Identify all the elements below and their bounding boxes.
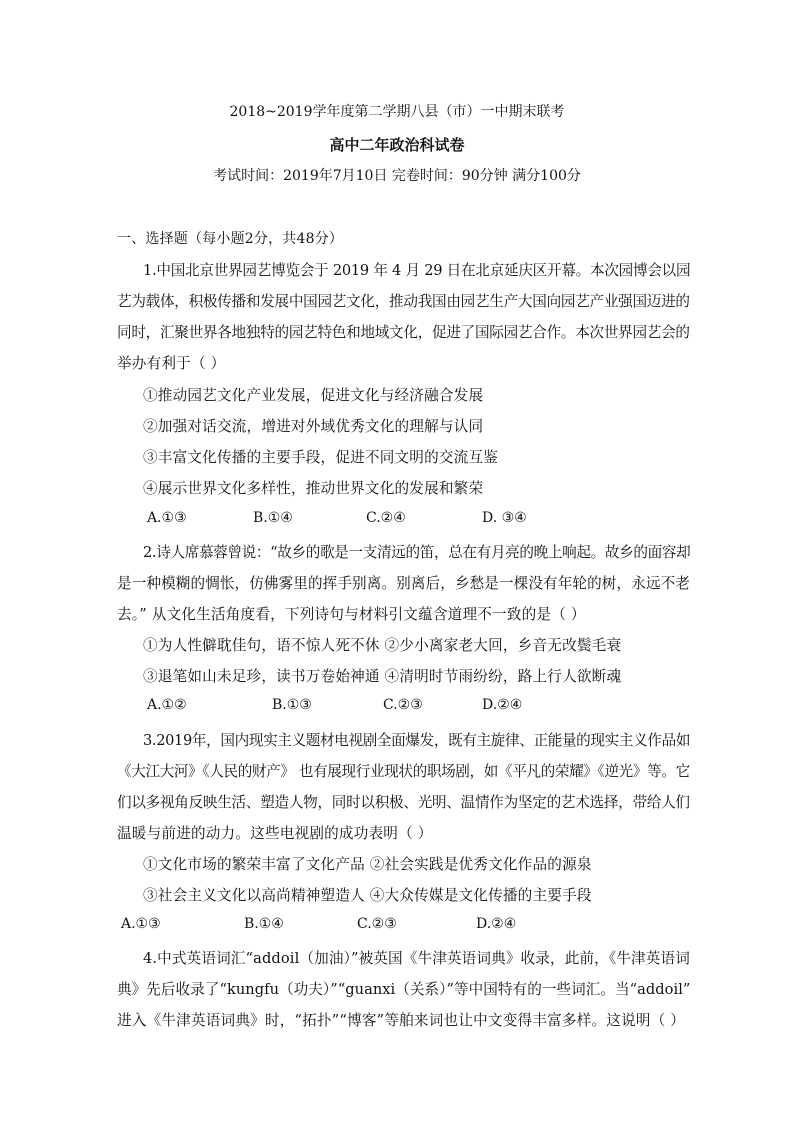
question-text-line: 举办有利于（ ） — [117, 355, 226, 372]
exam-title: 2018~2019学年度第二学期八县（市）一中期末联考 — [229, 104, 565, 120]
question-text-line: 1.中国北京世界园艺博览会于 2019 年 4 月 29 日在北京延庆区开幕。本次园博会以园 — [143, 262, 691, 279]
exam-info: 考试时间：2019年7月10日 完卷时间：90分钟 满分100分 — [213, 168, 581, 184]
answer-option-d: D.②④ — [476, 916, 517, 932]
answer-option-a: A.①② — [147, 697, 187, 713]
question-text-line: 是一种模糊的惆怅，仿佛雾里的挥手别离。别离后，乡愁是一棵没有年轮的树，永远不老 — [117, 575, 690, 592]
question-text-line: 进入《牛津英语词典》时，“拓扑”“博客”等舶来词也让中文变得丰富多样。这说明（ ） — [117, 1012, 686, 1029]
answer-option-a: A.①③ — [121, 916, 161, 932]
answer-option-c: C.②④ — [366, 510, 406, 526]
question-text-line: 2.诗人席慕蓉曾说：“故乡的歌是一支清远的笛，总在有月亮的晚上响起。故乡的面容却 — [143, 544, 691, 561]
question-text-line: 们以多视角反映生活、塑造人物，同时以积极、光明、温情作为坚定的艺术选择，带给人们 — [117, 794, 690, 811]
answer-option-d: D.②④ — [482, 697, 523, 713]
statement-item: ④展示世界文化多样性，推动世界文化的发展和繁荣 — [143, 480, 484, 497]
answer-option-b: B.①③ — [272, 697, 312, 713]
answer-option-c: C.②③ — [357, 916, 397, 932]
statement-item: ①文化市场的繁荣丰富了文化产品 ②社会实践是优秀文化作品的源泉 — [143, 856, 592, 873]
answer-option-b: B.①④ — [253, 510, 293, 526]
statement-item: ③退笔如山未足珍，读书万卷始神通 ④清明时节雨纷纷，路上行人欲断魂 — [143, 668, 622, 685]
question-text-line: 4.中式英语词汇“addoil（加油）”被英国《牛津英语词典》收录，此前，《牛津英语词 — [143, 950, 690, 967]
section-heading: 一、选择题（每小题2分，共48分） — [117, 231, 344, 247]
statement-item: ③社会主义文化以高尚精神塑造人 ④大众传媒是文化传播的主要手段 — [143, 887, 592, 904]
answer-option-a: A.①③ — [147, 510, 187, 526]
question-text-line: 同时，汇聚世界各地独特的园艺特色和地域文化，促进了国际园艺合作。本次世界园艺会的 — [117, 324, 690, 341]
question-text-line: 《大江大河》《人民的财产》 也有展现行业现状的职场剧，如《平凡的荣耀》《逆光》等。它 — [117, 763, 690, 780]
statement-item: ③丰富文化传播的主要手段，促进不同文明的交流互鉴 — [143, 449, 499, 466]
answer-option-d: D. ③④ — [482, 510, 527, 526]
statement-item: ②加强对话交流，增进对外域优秀文化的理解与认同 — [143, 418, 484, 435]
exam-subtitle: 高中二年政治科试卷 — [329, 136, 465, 154]
question-text-line: 典》先后收录了“kungfu（功夫）”“guanxi（关系）”等中国特有的一些词汇。当“addoil” — [117, 981, 691, 998]
question-text-line: 温暖与前进的动力。这些电视剧的成功表明（ ） — [117, 825, 433, 842]
question-text-line: 艺为载体，积极传播和发展中国园艺文化，推动我国由园艺生产大国向园艺产业强国迈进的 — [117, 293, 690, 310]
statement-item: ①为人性僻耽佳句，语不惊人死不休 ②少小离家老大回，乡音无改鬓毛衰 — [143, 637, 622, 654]
answer-option-c: C.②③ — [383, 697, 423, 713]
statement-item: ①推动园艺文化产业发展，促进文化与经济融合发展 — [143, 387, 484, 404]
question-text-line: 3.2019年，国内现实主义题材电视剧全面爆发，既有主旋律、正能量的现实主义作品如 — [143, 732, 691, 749]
question-text-line: 去。” 从文化生活角度看，下列诗句与材料引文蕴含道理不一致的是（ ） — [117, 606, 586, 623]
answer-option-b: B.①④ — [244, 916, 284, 932]
